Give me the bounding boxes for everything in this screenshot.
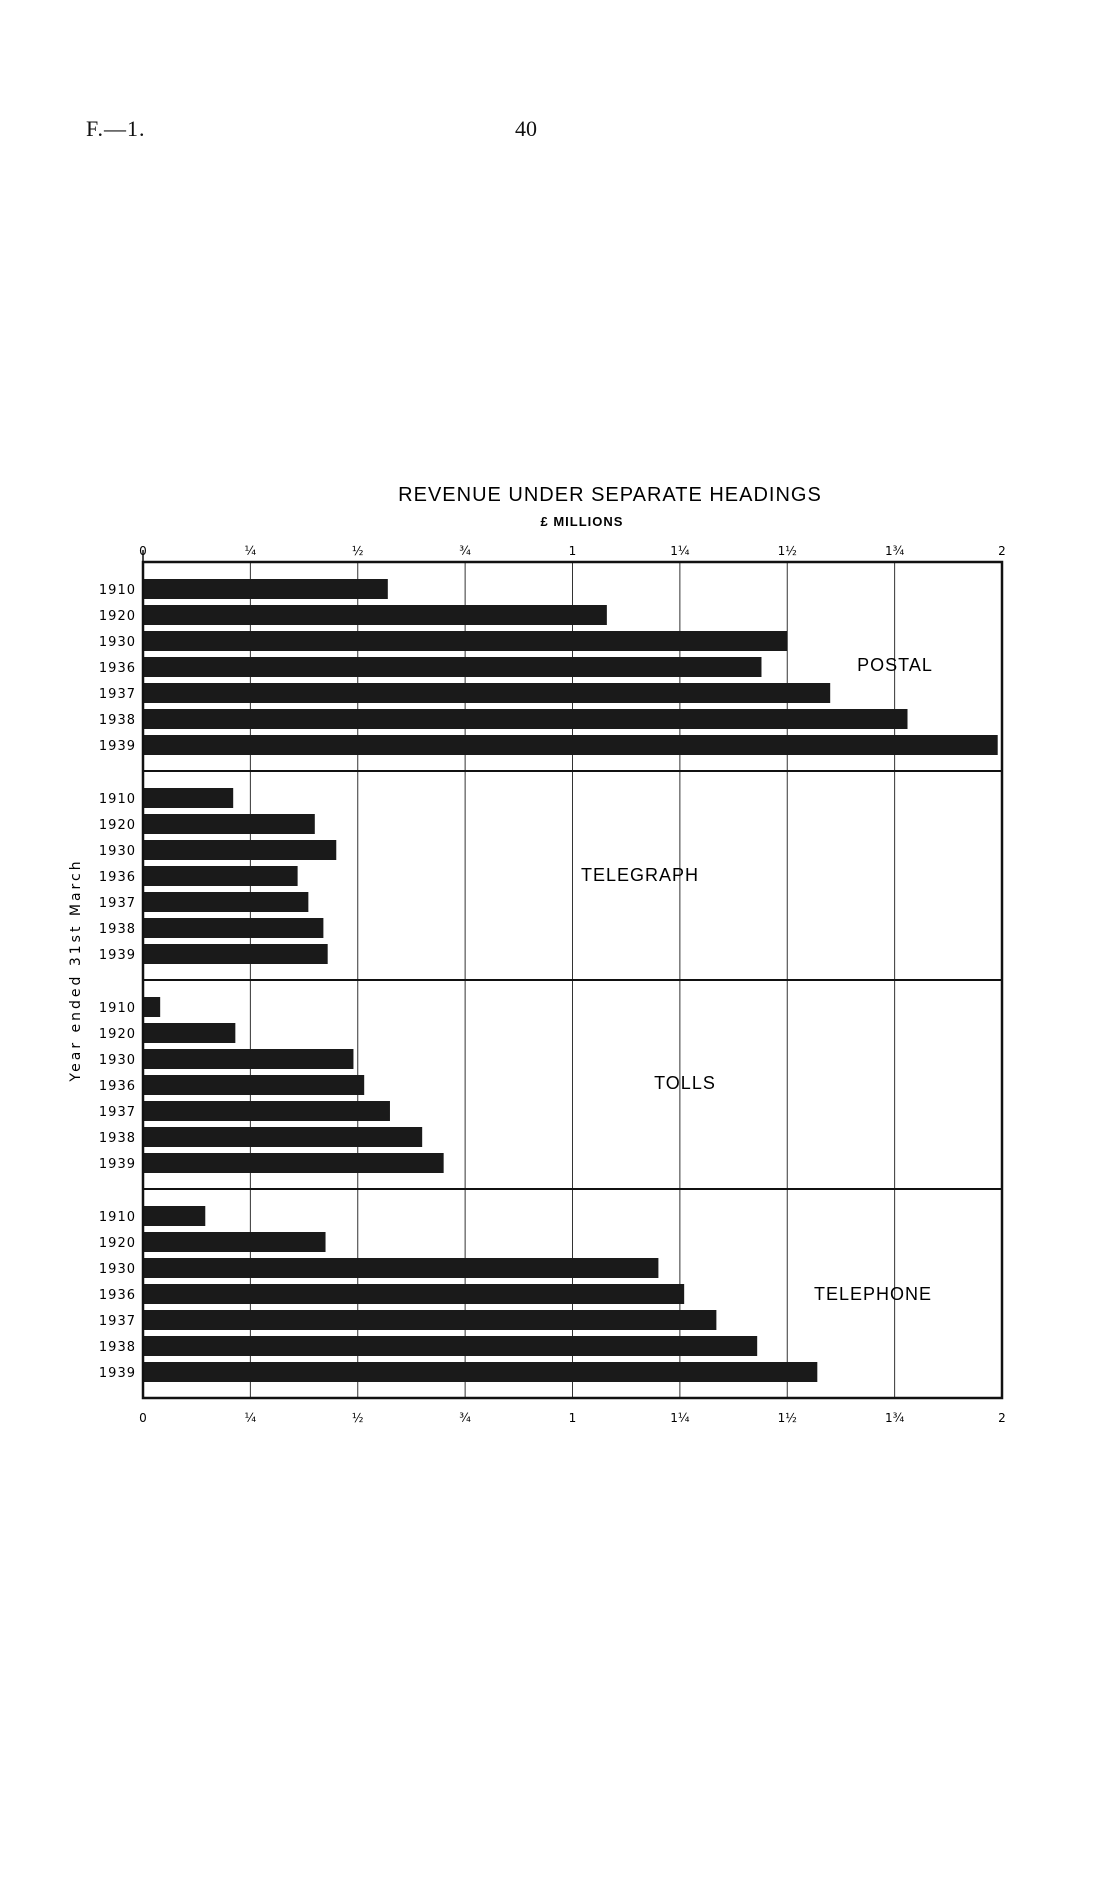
year-label: 1938 bbox=[98, 713, 136, 728]
bar-telegraph-1920 bbox=[143, 814, 315, 834]
x-tick-label-top: ¼ bbox=[244, 544, 257, 558]
year-label: 1938 bbox=[98, 922, 136, 937]
x-tick-label-top: 2 bbox=[998, 544, 1006, 558]
year-label: 1920 bbox=[98, 1236, 136, 1251]
year-label: 1939 bbox=[98, 1366, 136, 1381]
bar-postal-1937 bbox=[143, 683, 830, 703]
year-label: 1936 bbox=[98, 661, 136, 676]
year-label: 1930 bbox=[98, 1262, 136, 1277]
panel-label-telephone: TELEPHONE bbox=[813, 1284, 933, 1304]
chart-title: REVENUE UNDER SEPARATE HEADINGS bbox=[398, 484, 822, 506]
bar-tolls-1920 bbox=[143, 1023, 235, 1043]
year-label: 1937 bbox=[98, 687, 136, 702]
panel-label-postal: POSTAL bbox=[857, 655, 933, 675]
x-tick-label-top: 1¼ bbox=[670, 544, 690, 558]
x-axis-label: £ MILLIONS bbox=[540, 514, 624, 529]
year-label: 1930 bbox=[98, 1053, 136, 1068]
bar-telegraph-1938 bbox=[143, 918, 323, 938]
bar-tolls-1930 bbox=[143, 1049, 353, 1069]
x-tick-label-bottom: 1½ bbox=[777, 1411, 797, 1425]
year-label: 1936 bbox=[98, 1288, 136, 1303]
x-tick-label-bottom: ¼ bbox=[244, 1411, 257, 1425]
x-tick-label-bottom: ¾ bbox=[459, 1411, 471, 1425]
page-number: 40 bbox=[515, 116, 537, 141]
x-tick-label-top: 1 bbox=[568, 544, 577, 558]
x-tick-label-bottom: 1¾ bbox=[884, 1411, 905, 1425]
bar-telegraph-1930 bbox=[143, 840, 336, 860]
year-label: 1938 bbox=[98, 1340, 136, 1355]
year-label: 1910 bbox=[98, 583, 136, 598]
bar-tolls-1939 bbox=[143, 1153, 444, 1173]
x-tick-label-bottom: 2 bbox=[998, 1411, 1006, 1425]
year-label: 1939 bbox=[98, 739, 136, 754]
year-label: 1937 bbox=[98, 1105, 136, 1120]
year-label: 1938 bbox=[98, 1131, 136, 1146]
bar-tolls-1936 bbox=[143, 1075, 364, 1095]
bar-telephone-1938 bbox=[143, 1336, 757, 1356]
bar-tolls-1910 bbox=[143, 997, 160, 1017]
year-label: 1930 bbox=[98, 635, 136, 650]
bar-telephone-1939 bbox=[143, 1362, 817, 1382]
bar-tolls-1938 bbox=[143, 1127, 422, 1147]
x-tick-label-top: ½ bbox=[351, 544, 364, 558]
x-tick-label-top: ¾ bbox=[459, 544, 471, 558]
x-tick-label-top: 1¾ bbox=[884, 544, 905, 558]
x-tick-label-bottom: 0 bbox=[139, 1411, 147, 1425]
x-tick-label-top: 1½ bbox=[777, 544, 797, 558]
year-label: 1936 bbox=[98, 1079, 136, 1094]
bar-tolls-1937 bbox=[143, 1101, 390, 1121]
bar-telegraph-1937 bbox=[143, 892, 308, 912]
year-label: 1920 bbox=[98, 818, 136, 833]
x-tick-label-bottom: 1 bbox=[568, 1411, 577, 1425]
year-label: 1910 bbox=[98, 1001, 136, 1016]
bar-telephone-1930 bbox=[143, 1258, 658, 1278]
bar-postal-1930 bbox=[143, 631, 787, 651]
bar-postal-1938 bbox=[143, 709, 908, 729]
x-tick-label-bottom: ½ bbox=[351, 1411, 364, 1425]
bar-postal-1939 bbox=[143, 735, 998, 755]
bar-telegraph-1910 bbox=[143, 788, 233, 808]
bar-telephone-1936 bbox=[143, 1284, 684, 1304]
year-label: 1910 bbox=[98, 792, 136, 807]
year-label: 1920 bbox=[98, 1027, 136, 1042]
page-reference: F.—1. bbox=[86, 116, 146, 141]
bar-telephone-1937 bbox=[143, 1310, 716, 1330]
panel-label-tolls: TOLLS bbox=[654, 1073, 716, 1093]
year-label: 1937 bbox=[98, 1314, 136, 1329]
bar-postal-1936 bbox=[143, 657, 761, 677]
bar-telegraph-1939 bbox=[143, 944, 328, 964]
bar-telephone-1920 bbox=[143, 1232, 326, 1252]
bar-telephone-1910 bbox=[143, 1206, 205, 1226]
year-label: 1910 bbox=[98, 1210, 136, 1225]
panel-label-telegraph: TELEGRAPH bbox=[580, 865, 700, 885]
y-axis-label: Year ended 31st March bbox=[68, 858, 84, 1082]
year-label: 1930 bbox=[98, 844, 136, 859]
year-label: 1939 bbox=[98, 1157, 136, 1172]
x-tick-label-bottom: 1¼ bbox=[670, 1411, 690, 1425]
year-label: 1939 bbox=[98, 948, 136, 963]
year-label: 1936 bbox=[98, 870, 136, 885]
bar-telegraph-1936 bbox=[143, 866, 298, 886]
year-label: 1920 bbox=[98, 609, 136, 624]
bar-postal-1910 bbox=[143, 579, 388, 599]
bar-postal-1920 bbox=[143, 605, 607, 625]
x-tick-label-top: 0 bbox=[139, 544, 147, 558]
year-label: 1937 bbox=[98, 896, 136, 911]
